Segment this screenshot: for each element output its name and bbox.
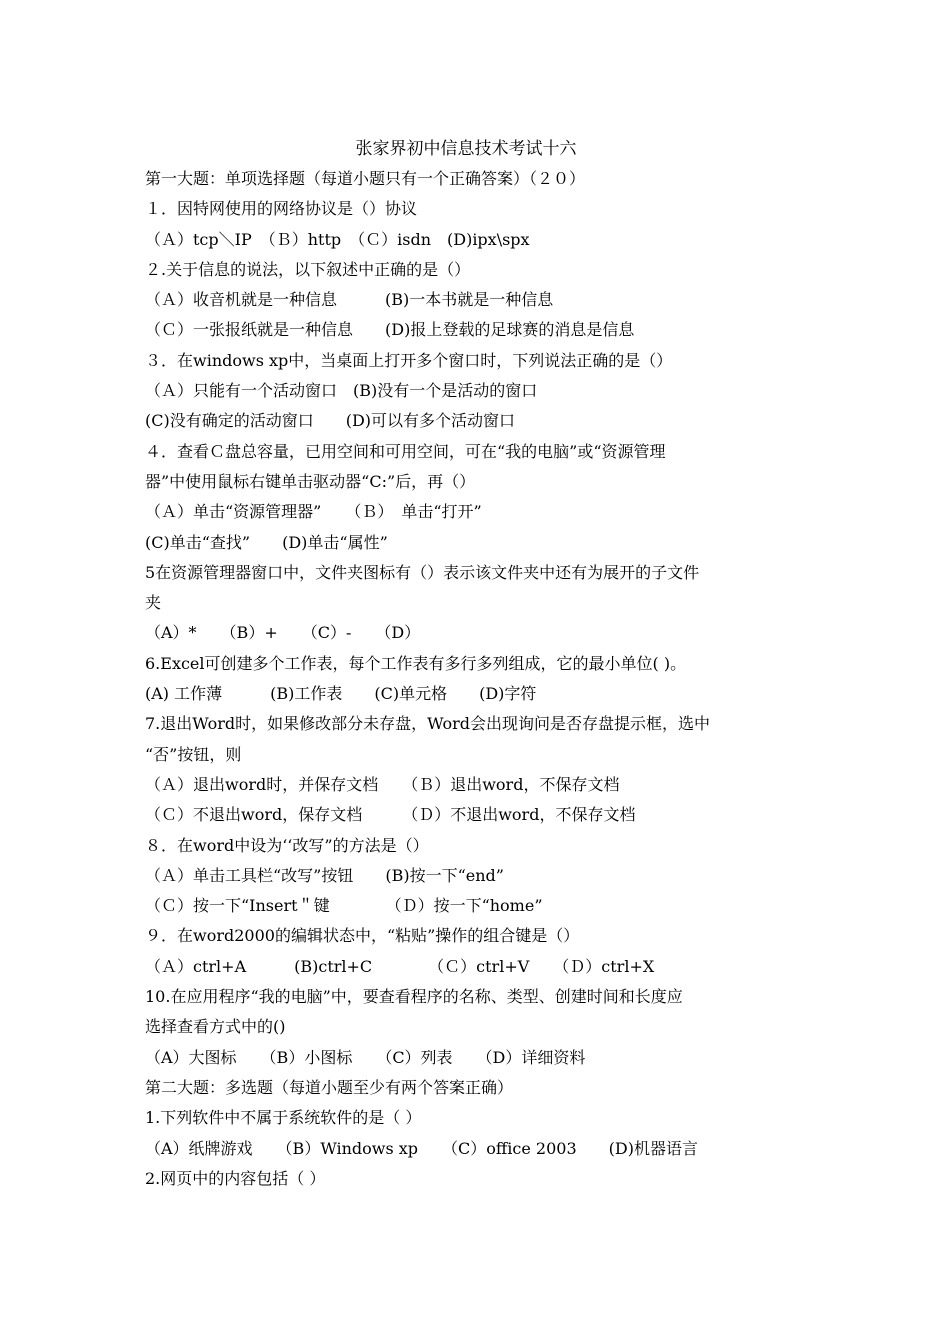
document-body <box>145 134 815 1194</box>
document-line: 10.在应用程序“我的电脑”中，要查看程序的名称、类型、创建时间和长度应 <box>145 987 683 1007</box>
document-line: （A）大图标 （B）小图标 （C）列表 （D）详细资料 <box>145 1047 586 1067</box>
document-line: （Ａ）收音机就是一种信息 (B)一本书就是一种信息 <box>145 290 554 310</box>
document-line: 第二大题：多选题（每道小题至少有两个答案正确） <box>145 1077 514 1097</box>
document-line: １．因特网使用的网络协议是（）协议 <box>145 199 418 219</box>
document-line: 6.Excel可创建多个工作表，每个工作表有多行多列组成，它的最小单位( )。 <box>145 653 687 673</box>
document-line: （A）纸牌游戏 （B）Windows xp （C）office 2003 (D)机器语言 <box>145 1138 698 1158</box>
document-title: 张家界初中信息技术考试十六 <box>355 139 577 159</box>
document-line: （Ａ）单击“资源管理器” （Ｂ） 单击“打开” <box>145 502 482 522</box>
document-line: (A) 工作薄 (B)工作表 (C)单元格 (D)字符 <box>145 684 537 704</box>
document-line: 选择查看方式中的() <box>145 1017 286 1037</box>
document-line: （Ａ）退出word时，并保存文档 （Ｂ）退出word，不保存文档 <box>145 774 620 794</box>
document-line: （Ａ）单击工具栏“改写”按钮 (B)按一下“end” <box>145 865 504 885</box>
document-line: 1.下列软件中不属于系统软件的是（ ） <box>145 1108 422 1128</box>
document-line: ８．在word中设为‘‘改写”的方法是（） <box>145 835 429 855</box>
document-line: （A）* （B）+ （C）- （D） <box>145 623 421 643</box>
document-line: “否”按钮，则 <box>145 744 242 764</box>
document-line: 5在资源管理器窗口中，文件夹图标有（）表示该文件夹中还有为展开的子文件 <box>145 562 700 582</box>
document-line: ４．查看Ｃ盘总容量，已用空间和可用空间，可在“我的电脑”或“资源管理 <box>145 441 666 461</box>
document-line: 第一大题：单项选择题（每道小题只有一个正确答案）（２０） <box>145 169 586 188</box>
document-line: 7.退出Word时，如果修改部分未存盘，Word会出现询问是否存盘提示框，选中 <box>145 714 711 734</box>
document-line: ９．在word2000的编辑状态中，“粘贴”操作的组合键是（） <box>145 926 580 946</box>
document-line: （Ａ）ctrl+A (B)ctrl+C （Ｃ）ctrl+V （Ｄ）ctrl+X <box>145 956 655 976</box>
document-line: （Ｃ）按一下“Insert＂键 （Ｄ）按一下“home” <box>145 896 543 916</box>
document-line: （Ｃ）一张报纸就是一种信息 (D)报上登载的足球赛的消息是信息 <box>145 320 635 340</box>
document-line: ３．在windows xp中，当桌面上打开多个窗口时，下列说法正确的是（） <box>145 350 673 370</box>
document-line: （Ｃ）不退出word，保存文档 （Ｄ）不退出word，不保存文档 <box>145 805 636 825</box>
document-line: (C)没有确定的活动窗口 (D)可以有多个活动窗口 <box>145 411 516 431</box>
document-line: 器”中使用鼠标右键单击驱动器“C:”后，再（） <box>145 471 476 491</box>
document-line: (C)单击“查找” (D)单击“属性” <box>145 532 388 552</box>
document-line: 2.网页中的内容包括（ ） <box>145 1168 326 1188</box>
document-line: ２.关于信息的说法，以下叙述中正确的是（） <box>145 259 471 279</box>
question-list <box>145 164 815 1194</box>
document-line: 夹 <box>145 593 162 613</box>
document-line: （Ａ）只能有一个活动窗口 (B)没有一个是活动的窗口 <box>145 381 538 401</box>
document-line: （Ａ）tcp＼IP （Ｂ）http （Ｃ）isdn (D)ipx\spx <box>145 229 530 249</box>
